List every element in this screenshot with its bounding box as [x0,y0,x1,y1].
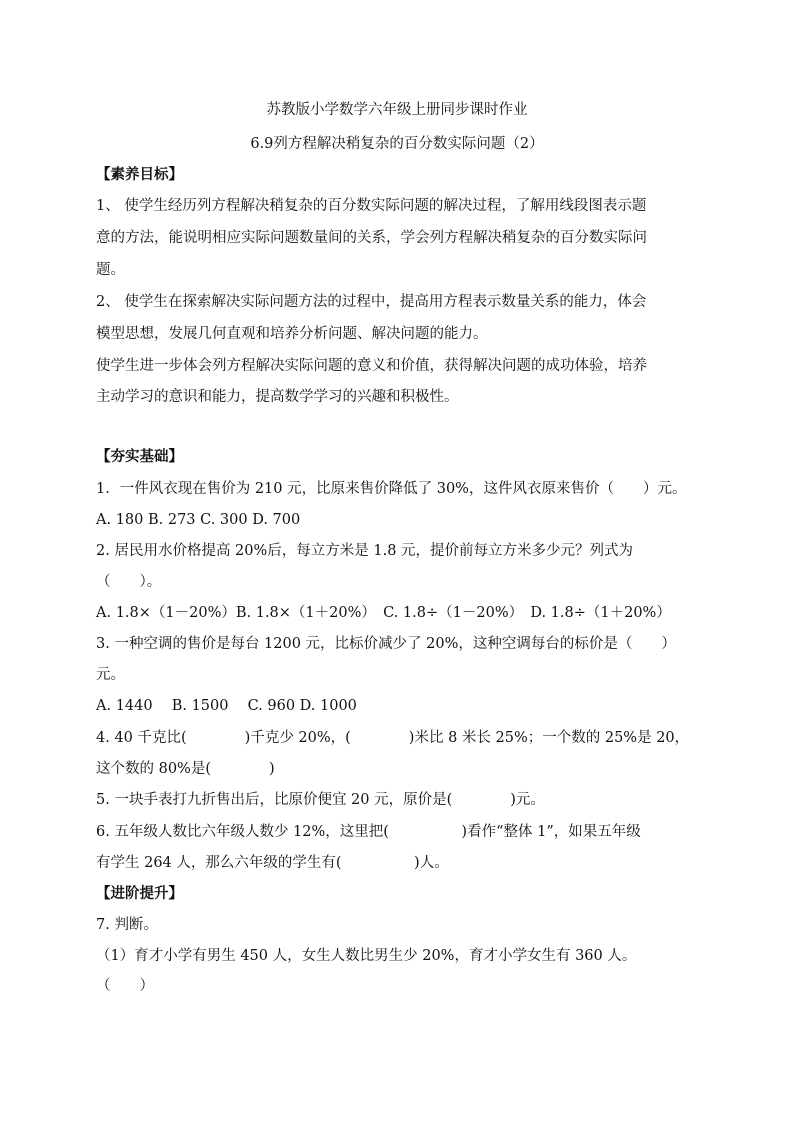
question-line: 3. 一种空调的售价是每台 1200 元，比标价减少了 20%，这种空调每台的标价是（ ） [96,636,676,652]
goals-line: 1、 使学生经历列方程解决稍复杂的百分数实际问题的解决过程，了解用线段图表示题 [96,198,647,214]
question-line: 6. 五年级人数比六年级人数少 12%，这里把( )看作“整体 1”，如果五年级 [96,824,641,840]
question-line: （1）育才小学有男生 450 人，女生人数比男生少 20%，育才小学女生有 360 人。 [96,948,637,964]
goals-line: 2、 使学生在探索解决实际问题方法的过程中，提高用方程表示数量关系的能力，体会 [96,294,647,310]
options-line: A. 1.8×（1－20%）B. 1.8×（1＋20%） C. 1.8÷（1－20%） D. 1.8÷（1＋20%） [96,605,671,621]
question-line: 这个数的 80%是( ) [96,761,275,777]
document-subtitle: 6.9列方程解决稍复杂的百分数实际问题（2） [250,136,544,152]
advanced-heading: 【进阶提升】 [96,885,183,902]
question-line: 4. 40 千克比( )千克少 20%，( )米比 8 米长 25%；一个数的 25%是 20， [96,730,690,746]
question-line: 5. 一块手表打九折售出后，比原价便宜 20 元，原价是( )元。 [96,792,545,808]
goals-line: 题。 [96,262,125,278]
options-line: A. 1440 B. 1500 C. 960 D. 1000 [96,698,357,714]
goals-line: 主动学习的意识和能力，提高数学学习的兴趣和积极性。 [96,389,459,405]
question-line: （ ）。 [96,574,162,590]
question-line: 元。 [96,667,125,683]
question-line: 有学生 264 人，那么六年级的学生有( )人。 [96,855,449,871]
question-line: （ ） [96,978,154,994]
goals-line: 使学生进一步体会列方程解决实际问题的意义和价值，获得解决问题的成功体验，培养 [96,358,647,374]
options-line: A. 180 B. 273 C. 300 D. 700 [96,512,301,528]
goals-heading: 【素养目标】 [96,166,183,183]
question-line: 2. 居民用水价格提高 20%后，每立方米是 1.8 元，提价前每立方米多少元？列式为 [96,543,634,559]
basics-heading: 【夯实基础】 [96,448,183,465]
goals-line: 意的方法，能说明相应实际问题数量间的关系，学会列方程解决稍复杂的百分数实际问 [96,230,647,246]
question-line: 1．一件风衣现在售价为 210 元，比原来售价降低了 30%，这件风衣原来售价（ ）元。 [96,481,687,497]
document-title: 苏教版小学数学六年级上册同步课时作业 [266,102,528,118]
goals-line: 模型思想，发展几何直观和培养分析问题、解决问题的能力。 [96,326,488,342]
question-line: 7. 判断。 [96,917,158,933]
